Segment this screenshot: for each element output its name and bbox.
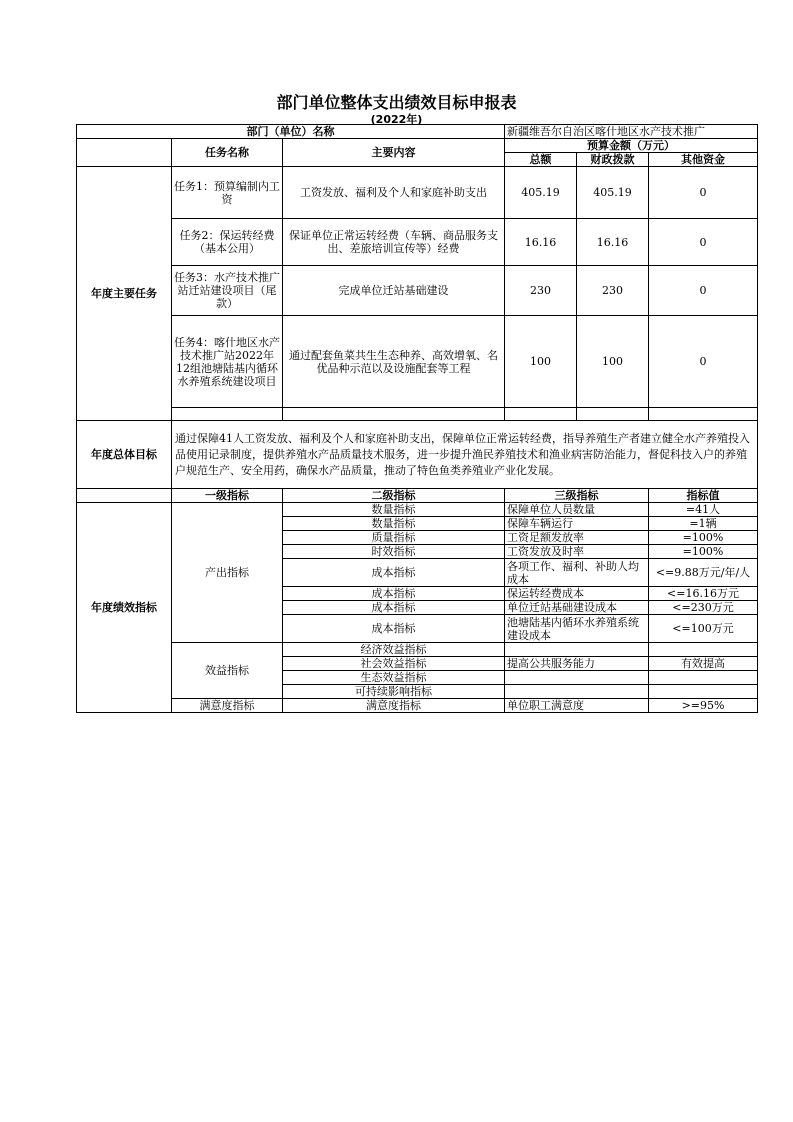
- budget-header: 预算金额（万元）: [505, 139, 758, 153]
- l3-cell: 工资发放及时率: [505, 545, 649, 559]
- l3-cell: 工资足额发放率: [505, 531, 649, 545]
- finance-header: 财政拨款: [577, 153, 649, 167]
- l3-cell: 单位迁站基础建设成本: [505, 601, 649, 615]
- total-header: 总额: [505, 153, 577, 167]
- l2-cell: 成本指标: [283, 559, 505, 587]
- l2-cell: 经济效益指标: [283, 643, 505, 657]
- l3-header: 三级指标: [505, 489, 649, 503]
- value-cell: =1辆: [649, 517, 758, 531]
- blank-cell: [77, 489, 172, 503]
- l2-cell: 质量指标: [283, 531, 505, 545]
- l2-cell: 生态效益指标: [283, 671, 505, 685]
- task-name: 任务3：水产技术推广站迁站建设项目（尾款）: [172, 266, 283, 316]
- value-cell: =100%: [649, 545, 758, 559]
- value-cell: >=95%: [649, 699, 758, 713]
- value-cell: [649, 643, 758, 657]
- empty-cell: [649, 408, 758, 421]
- l3-cell: 各项工作、福利、补助人均成本: [505, 559, 649, 587]
- page-year: (2022年): [370, 113, 423, 126]
- l2-cell: 社会效益指标: [283, 657, 505, 671]
- task-finance: 405.19: [577, 167, 649, 219]
- l3-cell: 提高公共服务能力: [505, 657, 649, 671]
- satisfaction-label: 满意度指标: [172, 699, 283, 713]
- l2-cell: 可持续影响指标: [283, 685, 505, 699]
- value-cell: =41人: [649, 503, 758, 517]
- empty-cell: [505, 408, 577, 421]
- value-cell: 有效提高: [649, 657, 758, 671]
- task-content: 工资发放、福利及个人和家庭补助支出: [283, 167, 505, 219]
- l3-cell: 保障车辆运行: [505, 517, 649, 531]
- value-cell: <=16.16万元: [649, 587, 758, 601]
- value-cell: [649, 685, 758, 699]
- task-total: 405.19: [505, 167, 577, 219]
- task-other: 0: [649, 266, 758, 316]
- task-other: 0: [649, 219, 758, 266]
- l2-header: 二级指标: [283, 489, 505, 503]
- output-label: 产出指标: [172, 503, 283, 643]
- task-finance: 230: [577, 266, 649, 316]
- other-header: 其他资金: [649, 153, 758, 167]
- l3-cell: 保运转经费成本: [505, 587, 649, 601]
- task-content: 保证单位正常运转经费（车辆、商品服务支出、差旅培训宣传等）经费: [283, 219, 505, 266]
- empty-cell: [577, 408, 649, 421]
- empty-cell: [172, 408, 283, 421]
- l3-cell: 单位职工满意度: [505, 699, 649, 713]
- l2-cell: 成本指标: [283, 601, 505, 615]
- l3-cell: [505, 685, 649, 699]
- task-other: 0: [649, 316, 758, 408]
- value-cell: <=9.88万元/年/人: [649, 559, 758, 587]
- indicators-label: 年度绩效指标: [77, 503, 172, 713]
- task-name-header: 任务名称: [172, 139, 283, 167]
- performance-table: [76, 124, 758, 713]
- value-header: 指标值: [649, 489, 758, 503]
- benefit-label: 效益指标: [172, 643, 283, 699]
- value-cell: <=100万元: [649, 615, 758, 643]
- overall-goal-label: 年度总体目标: [77, 421, 172, 489]
- l3-cell: [505, 671, 649, 685]
- empty-cell: [283, 408, 505, 421]
- task-finance: 100: [577, 316, 649, 408]
- l2-cell: 满意度指标: [283, 699, 505, 713]
- l2-cell: 数量指标: [283, 503, 505, 517]
- task-content: 完成单位迁站基础建设: [283, 266, 505, 316]
- l2-cell: 时效指标: [283, 545, 505, 559]
- dept-value: 新疆维吾尔自治区喀什地区水产技术推广: [505, 125, 758, 139]
- page-title: 部门单位整体支出绩效目标申报表: [276, 93, 517, 112]
- l3-cell: 池塘陆基内循环水养殖系统建设成本: [505, 615, 649, 643]
- task-total: 16.16: [505, 219, 577, 266]
- task-other: 0: [649, 167, 758, 219]
- value-cell: <=230万元: [649, 601, 758, 615]
- l1-header: 一级指标: [172, 489, 283, 503]
- l2-cell: 成本指标: [283, 615, 505, 643]
- task-total: 230: [505, 266, 577, 316]
- l2-cell: 数量指标: [283, 517, 505, 531]
- dept-label: 部门（单位）名称: [77, 125, 505, 139]
- overall-goal-text: 通过保障41人工资发放、福利及个人和家庭补助支出，保障单位正常运转经费，指导养殖生产者建立健全水产养殖投入品使用记录制度，提供养殖水产品质量技术服务，进一步提升渔民养殖技术和渔业病害防治能力，督促科技入户的养殖户规范生产、安全用药，确保水产品质量，推动了特色鱼类养殖业产业化发展。: [172, 421, 758, 489]
- l3-cell: 保障单位人员数量: [505, 503, 649, 517]
- task-name: 任务4：喀什地区水产技术推广站2022年12组池塘陆基内循环水养殖系统建设项目: [172, 316, 283, 408]
- task-name: 任务2：保运转经费（基本公用）: [172, 219, 283, 266]
- value-cell: [649, 671, 758, 685]
- l3-cell: [505, 643, 649, 657]
- task-finance: 16.16: [577, 219, 649, 266]
- value-cell: =100%: [649, 531, 758, 545]
- task-content: 通过配套鱼菜共生生态种养、高效增氧、名优品种示范以及设施配套等工程: [283, 316, 505, 408]
- annual-tasks-label: 年度主要任务: [77, 167, 172, 421]
- blank-cell: [77, 139, 172, 167]
- l2-cell: 成本指标: [283, 587, 505, 601]
- task-name: 任务1：预算编制内工资: [172, 167, 283, 219]
- task-total: 100: [505, 316, 577, 408]
- task-content-header: 主要内容: [283, 139, 505, 167]
